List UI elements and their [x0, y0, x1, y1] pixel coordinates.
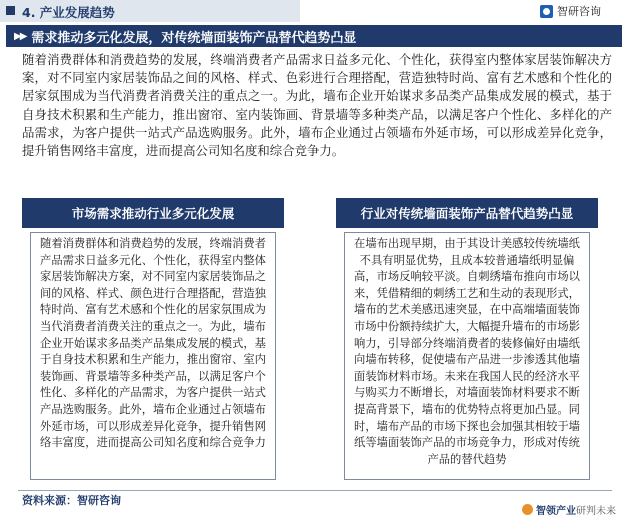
topic-banner	[6, 25, 622, 47]
left-column-title: 市场需求推动行业多元化发展	[22, 198, 284, 228]
square-bullet-icon	[6, 6, 15, 15]
section-title: 4. 产业发展趋势	[22, 5, 115, 20]
slogan-part-one: 智领产业	[536, 505, 576, 517]
data-source: 资料来源：智研咨询	[22, 494, 121, 507]
topic-title: 需求推动多元化发展，对传统墙面装饰产品替代趋势凸显	[31, 30, 357, 46]
double-arrow-icon: ▶▶	[14, 30, 26, 42]
footer-slogan	[522, 502, 619, 516]
brand-logo-icon	[540, 5, 553, 18]
footer-divider	[18, 490, 612, 491]
section-header	[0, 0, 628, 22]
left-column-text: 随着消费群体和消费趋势的发展，终端消费者产品需求日益多元化、个性化，获得室内整体家居装饰解决方案，对不同室内家居装饰品之间的风格、样式、颜色进行合理搭配，营造独特时尚、富有艺术感和个性化的居家氛围成为当代消费者消费关注的重点之一。为此，墙布企业开始谋求多品类产品集成发展的模式，基于自身技术积累和生产能力，推出窗帘、室内装饰画、背景墙等多种类产品，以满足客户个性化、多样化的产品需求，为客户提供一站式产品选购服务。此外，墙布企业通过占领墙布外延市场，可以形成差异化竞争，提升销售网络丰富度，进而提高公司知名度和综合竞争力	[30, 232, 276, 480]
brand-logo	[540, 3, 601, 19]
slogan-logo-icon	[522, 504, 533, 515]
intro-paragraph: 随着消费群体和消费趋势的发展，终端消费者产品需求日益多元化、个性化，获得室内整体家居装饰解决方案，对不同室内家居装饰品之间的风格、样式、色彩进行合理搭配，营造独特时尚、富有艺术感和个性化的居家氛围成为当代消费者消费关注的重点之一。为此，墙布企业开始谋求多品类产品集成发展的模式，基于自身技术积累和生产能力，推出窗帘、室内装饰画、背景墙等多种类产品，以满足客户个性化、多样化的产品需求，为客户提供一站式产品选购服务。此外，墙布企业通过占领墙布外延市场，可以形成差异化竞争，提升销售网络丰富度，进而提高公司知名度和综合竞争力。	[22, 52, 612, 159]
right-column-text: 在墙布出现早期，由于其设计美感较传统墙纸不具有明显优势，且成本较普通墙纸明显偏高，市场反响较平淡。自刺绣墙布推向市场以来，凭借精细的刺绣工艺和生动的表现形式，墙布的艺术美感迅速突显，在中高端墙面装饰市场中份额持续扩大，大幅提升墙布的市场影响力，引导部分终端消费者的装修偏好由墙纸向墙布转移，促使墙布产品进一步渗透其他墙面装饰材料市场。未来在我国人民的经济水平与购买力不断增长，对墙面装饰材料要求不断提高背景下，墙布的优势特点将更加凸显。同时，墙布产品的市场下探也会加强其相较于墙纸等墙面装饰产品的市场竞争力，形成对传统产品的替代趋势	[344, 232, 590, 480]
slogan-part-two: 研判未来	[576, 505, 616, 517]
right-column-title: 行业对传统墙面装饰产品替代趋势凸显	[336, 198, 598, 228]
brand-logo-text: 智研咨询	[557, 5, 601, 18]
